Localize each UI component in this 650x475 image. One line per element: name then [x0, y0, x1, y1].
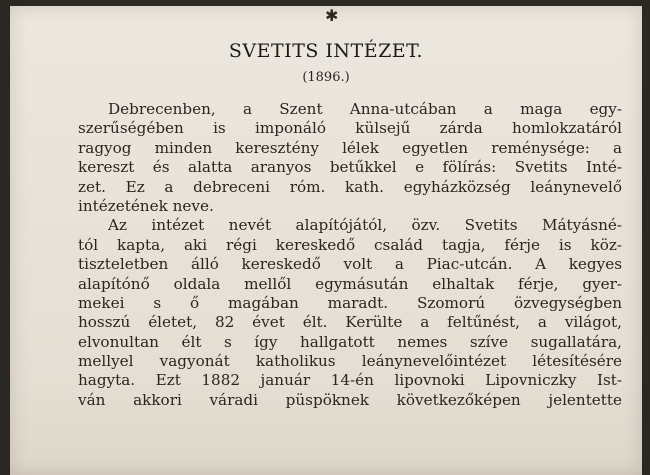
paragraph-1 [78, 100, 622, 216]
text-line: ragyog minden keresztény lélek egyetlen reménysége: a [78, 138, 622, 157]
text-line: ván akkori váradi püspöknek következőképen jelentette [78, 390, 622, 409]
body-text [78, 100, 622, 410]
text-line: hagyta. Ezt 1882 január 14-én lipovnoki Lipovniczky Ist- [78, 371, 622, 390]
page-title: SVETITS INTÉZET. [228, 40, 424, 62]
book-page [10, 6, 642, 475]
text-line: zet. Ez a debreceni róm. kath. egyházközség leánynevelő [78, 177, 622, 196]
text-line: elvonultan élt s így hallgatott nemes szíve sugallatára, [78, 332, 622, 351]
text-line: alapítónő oldala mellől egymásután elhaltak férje, gyer- [78, 274, 622, 293]
ornament-icon: ✱ [325, 6, 339, 25]
text-line: mekei s ő magában maradt. Szomorú özvegységben [78, 293, 622, 312]
text-line: tól kapta, aki régi kereskedő család tagja, férje is köz- [78, 235, 622, 254]
text-line: szerűségében is imponáló külsejű zárda homlokzatáról [78, 119, 622, 138]
text-line: Debrecenben, a Szent Anna-utcában a maga egy- [108, 100, 622, 118]
text-line: tiszteletben álló kereskedő volt a Piac-utcán. A kegyes [78, 255, 622, 274]
text-line: Az intézet nevét alapítójától, özv. Svetits Mátyásné- [108, 216, 622, 235]
page-year: (1896.) [302, 70, 350, 85]
text-line: hosszú életet, 82 évet élt. Kerülte a feltűnést, a világot, [78, 313, 622, 332]
text-line: mellyel vagyonát katholikus leánynevelőintézet létesítésére [78, 352, 622, 371]
text-line: intézetének neve. [78, 196, 214, 215]
paragraph-2 [78, 216, 622, 410]
text-line: kereszt és alatta aranyos betűkkel e fölírás: Svetits Inté- [78, 158, 622, 177]
